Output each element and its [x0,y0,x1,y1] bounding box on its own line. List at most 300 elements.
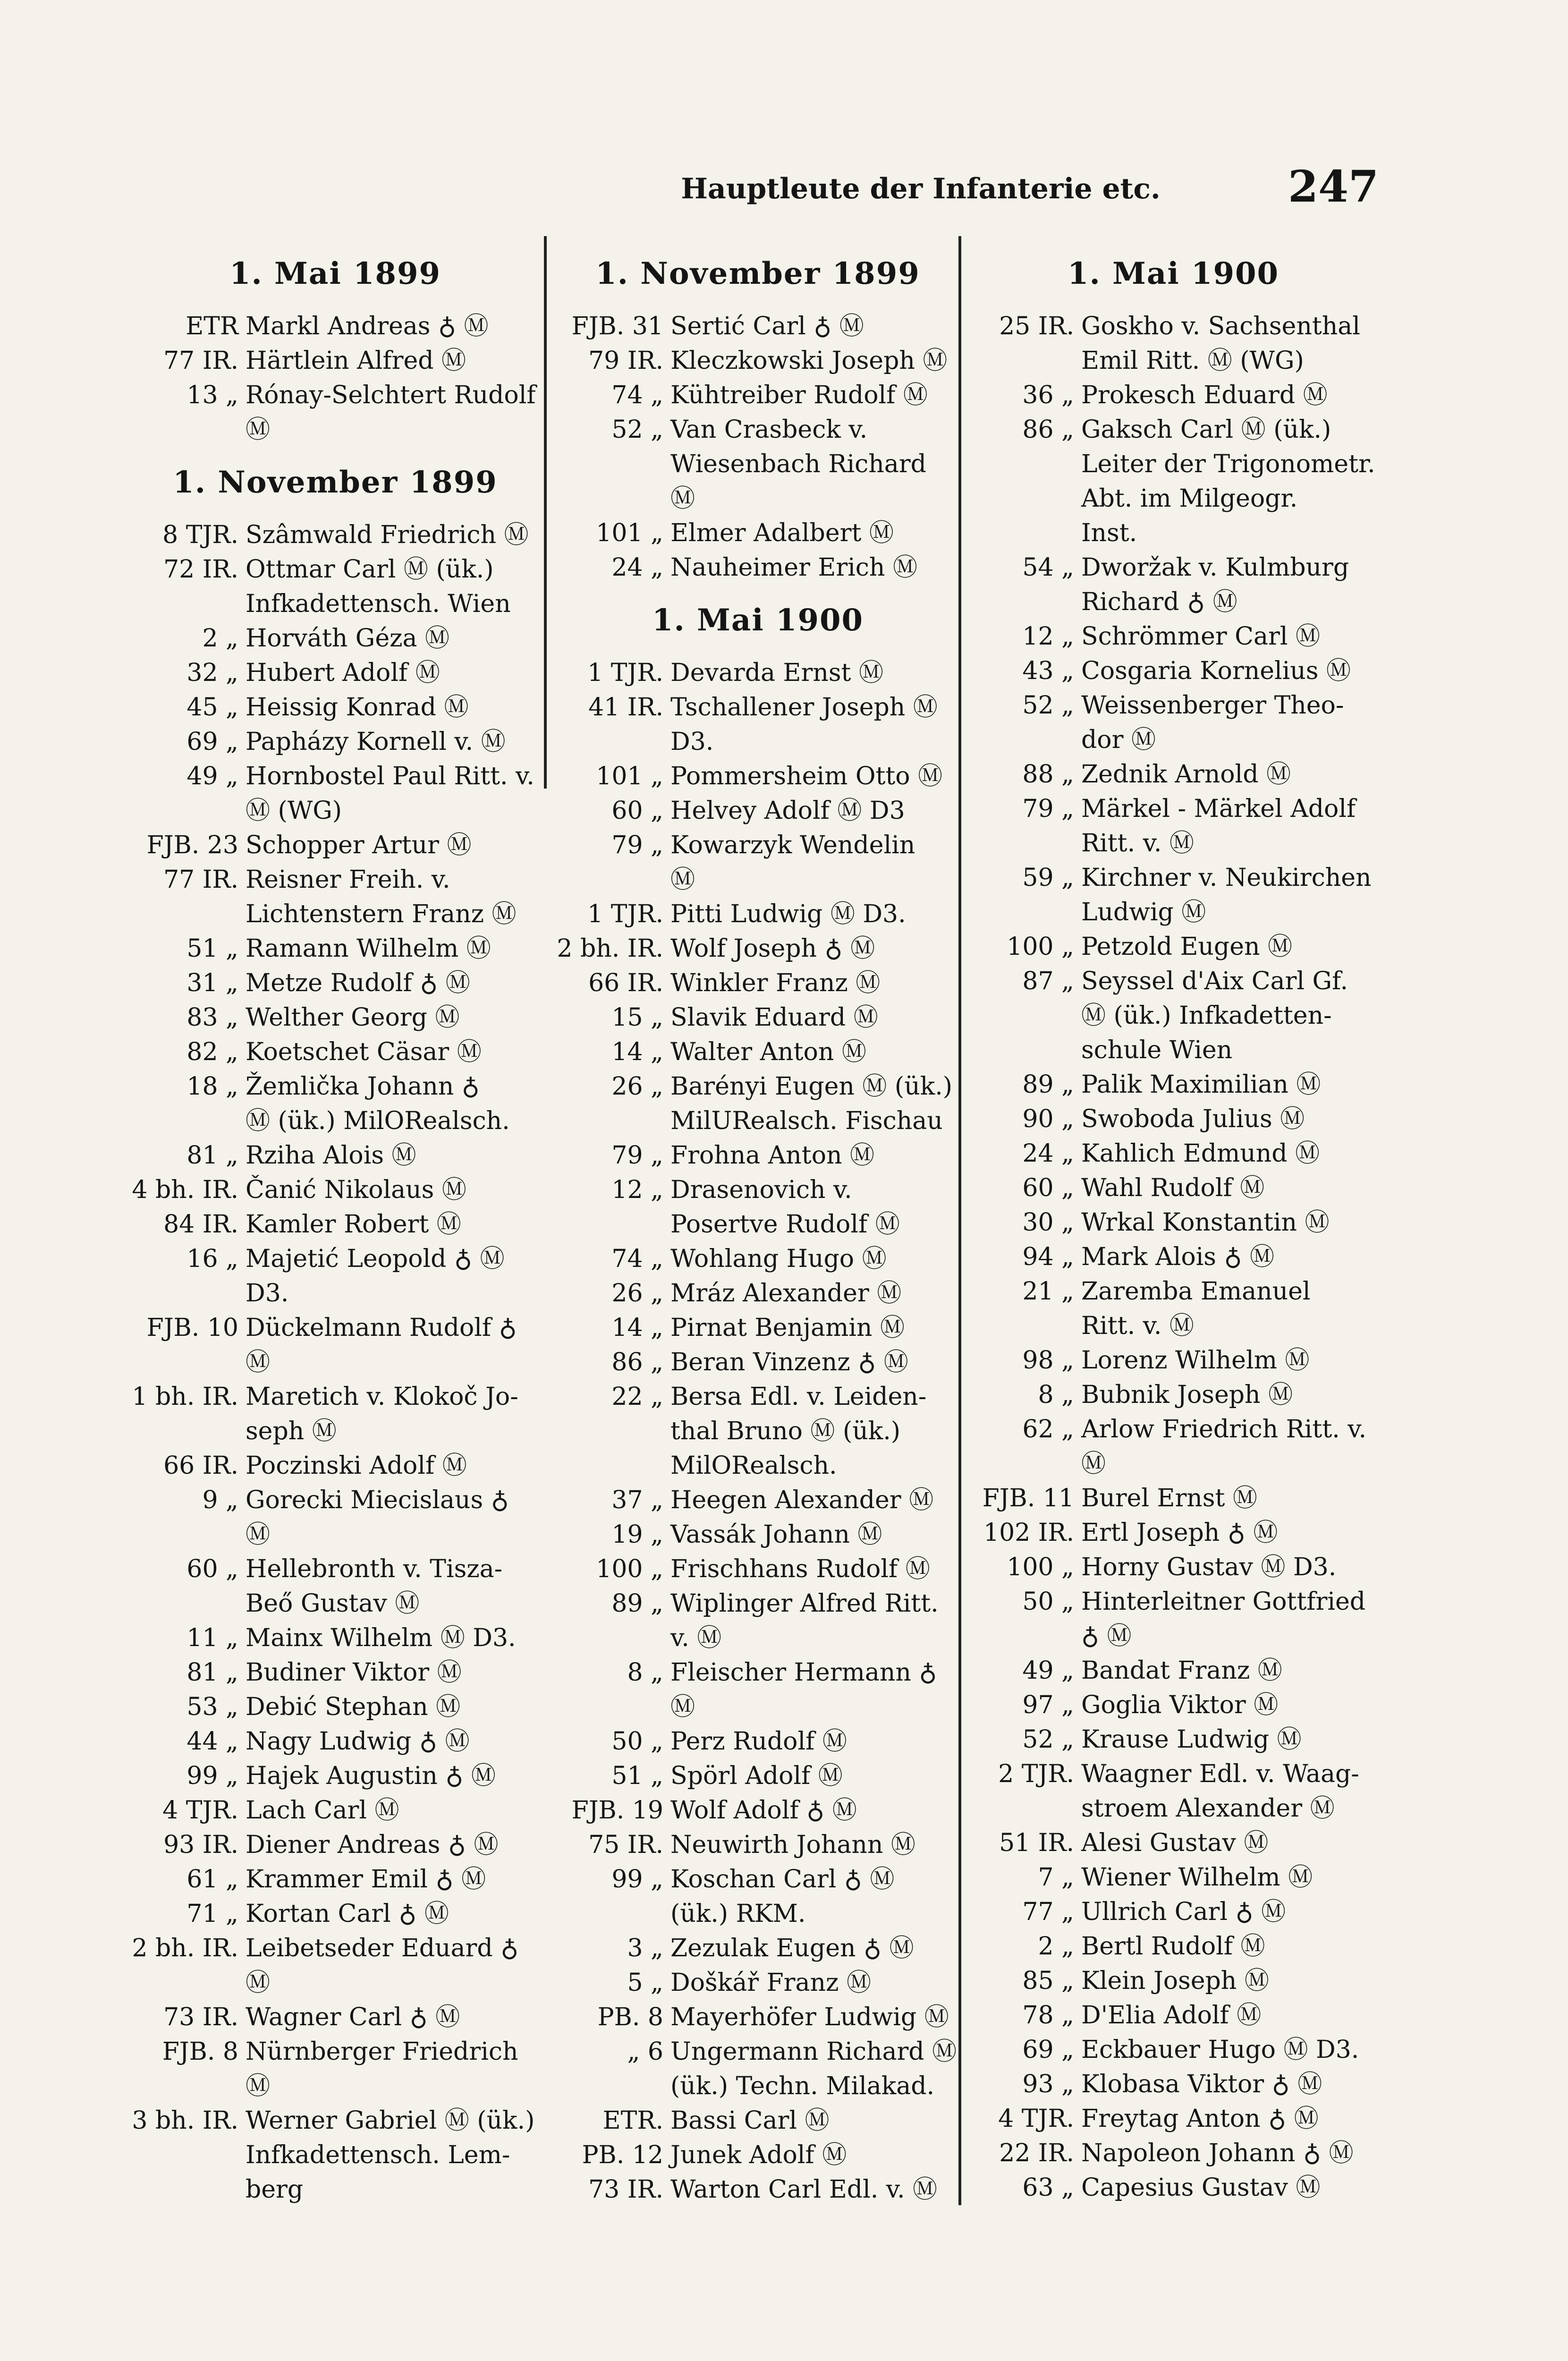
list-item [127,932,543,966]
officer-name: Frischhans Rudolf Ⓜ [670,1555,930,1583]
officer-name: Welther Georg Ⓜ [246,1003,460,1032]
unit-label: 83 „ [186,1003,238,1032]
officer-name: Majetić Leopold ♁ Ⓜ D3. [246,1245,505,1308]
list-item [552,1793,963,1828]
officer-name: Hornbostel Paul Ritt. v. Ⓜ (WG) [246,762,534,825]
unit-label: 75 IR. [588,1831,663,1859]
officer-name: Klobasa Viktor ♁ Ⓜ [1081,2070,1322,2098]
list-item [127,656,543,690]
unit-label: 74 „ [611,381,663,409]
officer-name: Junek Adolf Ⓜ [670,2141,847,2169]
list-item [127,2104,543,2207]
officer-name: Slavik Eduard Ⓜ [670,1003,878,1032]
list-item [127,725,543,759]
list-item [963,1860,1383,1895]
officer-name: Maretich v. Klokoč Jo- seph Ⓜ [246,1383,518,1445]
officer-name: Heissig Konrad Ⓜ [246,693,469,722]
unit-label: 90 „ [1022,1105,1074,1133]
officer-name: Cosgaria Kornelius Ⓜ [1081,657,1351,685]
list-item [552,828,963,897]
unit-label: 97 „ [1022,1691,1074,1719]
list-item [127,1483,543,1552]
officer-name: Härtlein Alfred Ⓜ [246,347,466,375]
unit-label: 41 IR. [588,693,663,722]
officer-name: Schopper Artur Ⓜ [246,831,472,859]
unit-label: 89 „ [611,1589,663,1618]
list-item [963,1826,1383,1860]
officer-name: Dückelmann Rudolf ♁ Ⓜ [246,1314,517,1376]
list-item [552,1828,963,1862]
unit-label: 14 „ [611,1038,663,1066]
unit-label: FJB. 10 [146,1314,238,1342]
officer-name: Goskho v. Sachsenthal Emil Ritt. Ⓜ (WG) [1081,312,1360,375]
officer-name: Arlow Friedrich Ritt. v. Ⓜ [1081,1415,1367,1478]
unit-label: 51 „ [611,1762,663,1790]
list-item [552,1518,963,1552]
officer-name: Sertić Carl ♁ Ⓜ [670,312,864,340]
list-item [963,378,1383,413]
unit-label: 77 IR. [163,866,238,894]
list-item [127,759,543,828]
list-item [552,551,963,585]
list-item [552,1724,963,1759]
unit-label: 77 „ [1022,1898,1074,1926]
list-item [127,1897,543,1931]
unit-label: 24 „ [611,553,663,582]
list-item [963,2171,1383,2205]
officer-name: Mainx Wilhelm Ⓜ D3. [246,1624,516,1652]
list-item [963,413,1383,551]
list-item [127,2000,543,2035]
officer-name: Koetschet Cäsar Ⓜ [246,1038,482,1066]
officer-name: Swoboda Julius Ⓜ [1081,1105,1305,1133]
unit-label: 94 „ [1022,1243,1074,1271]
unit-label: 79 „ [611,831,663,859]
list-item [963,861,1383,930]
unit-label: 99 „ [611,1865,663,1894]
unit-label: 59 „ [1022,864,1074,892]
unit-label: 2 bh. IR. [132,1934,238,1962]
list-item [127,1242,543,1311]
unit-label: 69 „ [1022,2036,1074,2064]
officer-name: Van Crasbeck v. Wiesenbach Richard Ⓜ [670,416,926,513]
unit-label: 1 TJR. [587,659,663,687]
officer-name: Burel Ernst Ⓜ [1081,1484,1257,1512]
officer-name: Hinterleitner Gottfried ♁ Ⓜ [1081,1588,1366,1650]
list-item [127,309,543,344]
unit-label: PB. 8 [597,2003,663,2031]
list-item [963,1516,1383,1550]
list-item [963,1343,1383,1378]
list-item [552,1035,963,1070]
unit-label: 100 „ [1007,933,1074,961]
unit-label: 12 „ [1022,622,1074,651]
list-item [552,344,963,378]
list-item [552,1552,963,1587]
officer-name: Fleischer Hermann ♁ Ⓜ [670,1658,937,1721]
unit-label: FJB. 11 [982,1484,1074,1512]
unit-label: 4 TJR. [162,1796,238,1825]
officer-name: Diener Andreas ♁ Ⓜ [246,1831,499,1859]
list-item [963,688,1383,757]
unit-label: 1 TJR. [587,900,663,928]
unit-label: 54 „ [1022,553,1074,582]
officer-name: Bandat Franz Ⓜ [1081,1656,1282,1685]
officer-name: Drasenovich v. Posertve Rudolf Ⓜ [670,1176,900,1239]
list-item [963,1585,1383,1654]
unit-label: 8 TJR. [162,521,238,549]
list-item [552,1759,963,1793]
unit-label: 79 IR. [588,347,663,375]
list-item [127,378,543,447]
list-item [552,966,963,1001]
officer-name: Reisner Freih. v. Lichtenstern Franz Ⓜ [246,866,517,928]
unit-label: 53 „ [186,1693,238,1721]
list-item [552,309,963,344]
officer-name: Hubert Adolf Ⓜ [246,659,440,687]
unit-label: 84 IR. [163,1210,238,1239]
list-item [127,552,543,621]
unit-label: 45 „ [186,693,238,722]
officer-name: Doškář Franz Ⓜ [670,1969,871,1997]
list-item [127,1931,543,2000]
list-item [552,1138,963,1173]
list-item [127,1001,543,1035]
list-item [552,516,963,551]
unit-label: FJB. 8 [162,2038,238,2066]
unit-label: 49 „ [1022,1656,1074,1685]
list-item [127,518,543,552]
officer-name: Budiner Viktor Ⓜ [246,1658,462,1687]
unit-label: 79 „ [1022,795,1074,823]
list-item [963,2067,1383,2102]
unit-label: 2 „ [202,624,238,653]
running-header: Hauptleute der Infanterie etc. [681,172,1161,205]
list-item [963,1068,1383,1102]
officer-name: Bertl Rudolf Ⓜ [1081,1932,1265,1961]
unit-label: 73 IR. [163,2003,238,2031]
date-heading: 1. Mai 1899 [229,256,441,291]
officer-name: Schrömmer Carl Ⓜ [1081,622,1320,651]
unit-label: 15 „ [611,1003,663,1032]
unit-label: 13 „ [186,381,238,409]
list-item [552,1587,963,1656]
date-heading: 1. Mai 1900 [1067,256,1280,291]
list-item [552,2104,963,2138]
list-item [127,1380,543,1449]
officer-name: Kühtreiber Rudolf Ⓜ [670,381,928,409]
list-item [127,1621,543,1656]
unit-label: 86 „ [1022,416,1074,444]
unit-label: 2 „ [1038,1932,1074,1961]
unit-label: FJB. 23 [146,831,238,859]
list-item [963,2102,1383,2136]
unit-label: 3 „ [627,1934,663,1962]
unit-label: 8 „ [1038,1381,1074,1409]
officer-name: Gorecki Miecislaus ♁ Ⓜ [246,1486,509,1549]
list-item [963,792,1383,861]
officer-name: Zednik Arnold Ⓜ [1081,760,1291,789]
officer-name: Hellebronth v. Tisza- Beő Gustav Ⓜ [246,1555,503,1618]
list-item [552,2035,963,2104]
officer-name: Neuwirth Johann Ⓜ [670,1831,915,1859]
unit-label: 86 „ [611,1348,663,1376]
unit-label: 3 bh. IR. [132,2106,238,2135]
officer-name: Zezulak Eugen ♁ Ⓜ [670,1934,914,1962]
list-item [963,1757,1383,1826]
officer-name: Kleczkowski Joseph Ⓜ [670,347,948,375]
unit-label: 2 bh. IR. [557,934,663,963]
unit-label: 51 IR. [999,1829,1074,1857]
unit-label: 99 „ [186,1762,238,1790]
list-item [552,1276,963,1311]
officer-name: Debić Stephan Ⓜ [246,1693,461,1721]
unit-label: 66 IR. [163,1452,238,1480]
officer-name: Waagner Edl. v. Waag- stroem Alexander Ⓜ [1081,1760,1359,1823]
officer-name: Klein Joseph Ⓜ [1081,1967,1269,1995]
unit-label: 63 „ [1022,2174,1074,2202]
officer-name: Ramann Wilhelm Ⓜ [246,934,491,963]
list-item [552,1656,963,1724]
list-item [127,1759,543,1793]
list-item [963,1412,1383,1481]
officer-name: Märkel - Märkel Adolf Ritt. v. Ⓜ [1081,795,1356,858]
officer-name: Krause Ludwig Ⓜ [1081,1725,1302,1754]
officer-name: Krammer Emil ♁ Ⓜ [246,1865,486,1894]
list-item [127,1690,543,1724]
officer-name: Horny Gustav Ⓜ D3. [1081,1553,1337,1581]
unit-label: 72 IR. [163,555,238,584]
list-item [552,759,963,794]
officer-name: Wahl Rudolf Ⓜ [1081,1174,1265,1202]
unit-label: 81 „ [186,1658,238,1687]
list-item [963,309,1383,378]
unit-label: 93 IR. [163,1831,238,1859]
unit-label: 77 IR. [163,347,238,375]
unit-label: 61 „ [186,1865,238,1894]
officer-name: Heegen Alexander Ⓜ [670,1486,934,1514]
officer-name: Kahlich Edmund Ⓜ [1081,1139,1320,1168]
list-item [127,966,543,1001]
unit-label: 51 „ [186,934,238,963]
list-item [127,1552,543,1621]
list-item [552,794,963,828]
unit-label: 78 „ [1022,2001,1074,2030]
list-item [963,1998,1383,2033]
officer-name: Lach Carl Ⓜ [246,1796,399,1825]
list-item [552,897,963,932]
list-item [127,621,543,656]
list-item [963,1274,1383,1343]
unit-label: 2 TJR. [998,1760,1074,1788]
list-item [552,1380,963,1483]
list-item [552,1311,963,1345]
column-divider [544,236,547,789]
list-item [552,413,963,516]
officer-name: Kamler Robert Ⓜ [246,1210,461,1239]
officer-name: Nauheimer Erich Ⓜ [670,553,917,582]
officer-name: Žemlička Johann ♁ Ⓜ (ük.) MilORealsch. [246,1072,510,1135]
unit-label: 100 „ [596,1555,663,1583]
list-item [127,344,543,378]
unit-label: 101 „ [596,519,663,547]
list-item [963,1137,1383,1171]
officer-name: Wrkal Konstantin Ⓜ [1081,1208,1330,1237]
list-column-1 [127,253,543,2226]
list-item [963,1964,1383,1998]
officer-name: Walter Anton Ⓜ [670,1038,866,1066]
unit-label: 19 „ [611,1520,663,1549]
officer-name: Papházy Kornell v. Ⓜ [246,728,506,756]
unit-label: 11 „ [186,1624,238,1652]
unit-label: 18 „ [186,1072,238,1101]
list-item [963,2033,1383,2067]
list-item [552,1862,963,1931]
officer-name: Kirchner v. Neukirchen Ludwig Ⓜ [1081,864,1372,926]
officer-name: Rónay-Selchtert Rudolf Ⓜ [246,381,536,444]
officer-name: Winkler Franz Ⓜ [670,969,881,997]
unit-label: 74 „ [611,1245,663,1273]
list-item [552,656,963,690]
list-item [963,1723,1383,1757]
officer-name: Capesius Gustav Ⓜ [1081,2174,1321,2202]
unit-label: 89 „ [1022,1070,1074,1099]
officer-name: Horváth Géza Ⓜ [246,624,450,653]
unit-label: 31 „ [186,969,238,997]
officer-name: Freytag Anton ♁ Ⓜ [1081,2105,1319,2133]
list-item [127,1138,543,1173]
officer-name: Barényi Eugen Ⓜ (ük.) MilURealsch. Fischau [670,1072,953,1135]
officer-name: Ertl Joseph ♁ Ⓜ [1081,1519,1278,1547]
list-item [552,1483,963,1518]
list-item [963,1378,1383,1412]
unit-label: 22 „ [611,1383,663,1411]
unit-label: 82 „ [186,1038,238,1066]
unit-label: 81 „ [186,1141,238,1170]
officer-name: Elmer Adalbert Ⓜ [670,519,894,547]
unit-label: FJB. 19 [571,1796,663,1825]
unit-label: 52 „ [1022,691,1074,720]
unit-label: 32 „ [186,659,238,687]
list-item [127,1828,543,1862]
officer-name: Mark Alois ♁ Ⓜ [1081,1243,1275,1271]
officer-name: Goglia Viktor Ⓜ [1081,1691,1279,1719]
list-item [127,690,543,725]
unit-label: 71 „ [186,1900,238,1928]
list-item [552,1931,963,1966]
list-item [127,863,543,932]
unit-label: 9 „ [202,1486,238,1514]
officer-name: Devarda Ernst Ⓜ [670,659,883,687]
officer-name: Zaremba Emanuel Ritt. v. Ⓜ [1081,1277,1311,1340]
officer-name: Dworžak v. Kulmburg Richard ♁ Ⓜ [1081,553,1349,616]
officer-name: Frohna Anton Ⓜ [670,1141,875,1170]
unit-label: 93 „ [1022,2070,1074,2098]
unit-label: 50 „ [1022,1588,1074,1616]
officer-name: Weissenberger Theo- dor Ⓜ [1081,691,1344,754]
officer-name: Werner Gabriel Ⓜ (ük.) Infkadettensch. Lem- berg [246,2106,535,2204]
unit-label: 43 „ [1022,657,1074,685]
officer-name: Prokesch Eduard Ⓜ [1081,381,1328,409]
unit-label: 73 IR. [588,2175,663,2204]
unit-label: 44 „ [186,1727,238,1756]
officer-name: Mráz Alexander Ⓜ [670,1279,902,1308]
list-item [963,2136,1383,2171]
list-item [127,1173,543,1207]
officer-name: Szâmwald Friedrich Ⓜ [246,521,529,549]
list-item [963,1654,1383,1688]
list-column-3 [963,253,1383,2226]
list-item [963,1929,1383,1964]
list-item [552,2173,963,2207]
list-item [963,757,1383,792]
officer-name: Vassák Johann Ⓜ [670,1520,882,1549]
officer-name: Bersa Edl. v. Leiden- thal Bruno Ⓜ (ük.) MilORealsch. [670,1383,927,1480]
unit-label: ETR [186,312,238,340]
unit-label: 4 TJR. [998,2105,1074,2133]
officer-name: Mayerhöfer Ludwig Ⓜ [670,2003,949,2031]
list-item [127,1311,543,1380]
unit-label: 5 „ [627,1969,663,1997]
list-item [127,1207,543,1242]
unit-label: 21 „ [1022,1277,1074,1306]
officer-name: Wiener Wilhelm Ⓜ [1081,1863,1313,1892]
officer-name: Ungermann Richard Ⓜ (ük.) Techn. Milakad. [670,2038,957,2100]
unit-label: 25 IR. [999,312,1074,340]
unit-label: 85 „ [1022,1967,1074,1995]
unit-label: 49 „ [186,762,238,790]
list-item [963,1240,1383,1274]
officer-name: Čanić Nikolaus Ⓜ [246,1176,466,1204]
list-item [552,2000,963,2035]
list-item [963,1550,1383,1585]
officer-name: Helvey Adolf Ⓜ D3 [670,797,905,825]
unit-label: FJB. 31 [571,312,663,340]
list-item [127,2035,543,2104]
unit-label: 50 „ [611,1727,663,1756]
unit-label: 1 bh. IR. [132,1383,238,1411]
unit-label: 7 „ [1038,1863,1074,1892]
list-column-2 [552,253,963,2226]
list-item [963,654,1383,688]
list-item [963,620,1383,654]
officer-name: Koschan Carl ♁ Ⓜ (ük.) RKM. [670,1865,895,1928]
unit-label: 60 „ [611,797,663,825]
officer-name: Wagner Carl ♁ Ⓜ [246,2003,460,2031]
list-item [552,1173,963,1242]
unit-label: 66 IR. [588,969,663,997]
list-item [127,1070,543,1138]
unit-label: 52 „ [1022,1725,1074,1754]
list-item [552,690,963,759]
unit-label: 60 „ [1022,1174,1074,1202]
officer-name: Tschallener Joseph Ⓜ D3. [670,693,938,756]
list-item [127,828,543,863]
officer-name: Wiplinger Alfred Ritt. v. Ⓜ [670,1589,939,1652]
page-number: 247 [1288,161,1379,212]
unit-label: 16 „ [186,1245,238,1273]
unit-label: 102 IR. [983,1519,1074,1547]
list-item [127,1656,543,1690]
unit-label: 26 „ [611,1279,663,1308]
officer-name: Markl Andreas ♁ Ⓜ [246,312,489,340]
officer-name: Eckbauer Hugo Ⓜ D3. [1081,2036,1359,2064]
unit-label: 100 „ [1007,1553,1074,1581]
unit-label: 26 „ [611,1072,663,1101]
unit-label: 101 „ [596,762,663,790]
officer-name: Ullrich Carl ♁ Ⓜ [1081,1898,1286,1926]
list-item [963,930,1383,964]
